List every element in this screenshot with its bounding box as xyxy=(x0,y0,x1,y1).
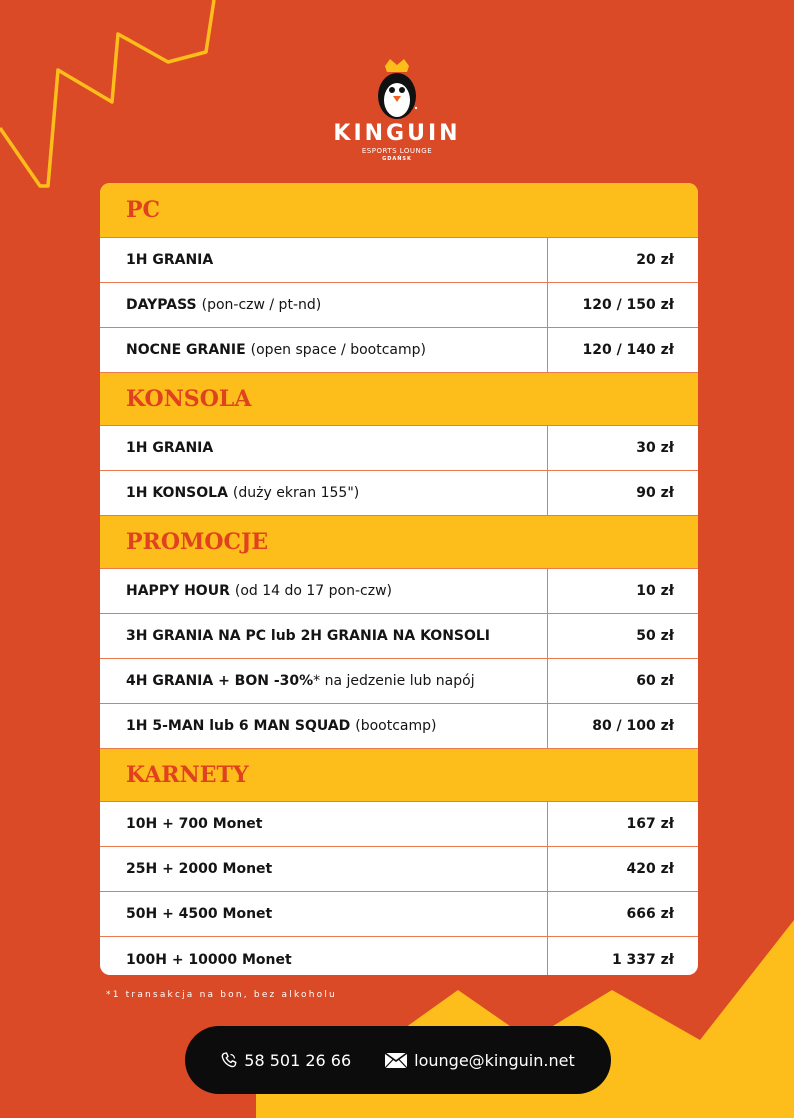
price-row-label xyxy=(100,283,548,327)
price-row xyxy=(100,569,698,614)
price-row-label xyxy=(100,704,548,748)
service-name: 1H KONSOLA xyxy=(126,485,228,501)
section-heading-karnety: KARNETY xyxy=(100,749,698,802)
zigzag-line-decoration xyxy=(0,0,214,186)
service-price: 1 337 zł xyxy=(611,951,674,968)
footnote: *1 transakcja na bon, bez alkoholu xyxy=(106,990,337,1000)
service-name: 10H + 700 Monet xyxy=(126,816,263,832)
brand-logo xyxy=(297,58,497,176)
service-name: 25H + 2000 Monet xyxy=(126,861,273,877)
service-name: 100H + 10000 Monet xyxy=(126,951,292,968)
service-price: 167 zł xyxy=(626,816,674,832)
brand-subtitle: ESPORTS LOUNGE xyxy=(361,147,433,155)
service-note: (open space / bootcamp) xyxy=(250,342,426,358)
section-heading-pc: PC xyxy=(100,183,698,238)
price-row xyxy=(100,471,698,516)
service-price: 120 / 150 zł xyxy=(582,297,674,313)
envelope-icon xyxy=(385,1053,407,1068)
price-row-label xyxy=(100,569,548,613)
price-row xyxy=(100,847,698,892)
service-name: NOCNE GRANIE xyxy=(126,342,246,358)
service-price: 50 zł xyxy=(636,628,674,644)
service-name: HAPPY HOUR xyxy=(126,583,230,599)
service-note: (od 14 do 17 pon-czw) xyxy=(234,583,392,599)
service-price: 90 zł xyxy=(636,485,674,501)
service-note: * na jedzenie lub napój xyxy=(313,673,475,689)
service-name: 4H GRANIA + BON -30% xyxy=(126,673,314,689)
phone-icon xyxy=(221,1052,237,1068)
service-note: (pon-czw / pt-nd) xyxy=(201,297,322,313)
price-row xyxy=(100,892,698,937)
price-row-label xyxy=(100,937,548,975)
service-name: 1H 5-MAN lub 6 MAN SQUAD xyxy=(126,718,351,734)
service-name: 50H + 4500 Monet xyxy=(126,906,273,922)
service-price: 10 zł xyxy=(636,583,674,599)
price-row xyxy=(100,614,698,659)
section-heading-promocje: PROMOCJE xyxy=(100,516,698,569)
service-name: 1H GRANIA xyxy=(126,252,214,268)
price-row-label xyxy=(100,328,548,372)
service-price: 60 zł xyxy=(636,673,674,689)
service-name: DAYPASS xyxy=(126,297,197,313)
brand-name: KINGUIN xyxy=(333,121,461,146)
penguin-crown-icon xyxy=(372,58,422,120)
price-row xyxy=(100,802,698,847)
price-row xyxy=(100,704,698,749)
price-row-label xyxy=(100,659,548,703)
email-contact[interactable] xyxy=(385,1051,575,1070)
service-note: (bootcamp) xyxy=(355,718,437,734)
price-row-label xyxy=(100,238,548,282)
price-row-label xyxy=(100,847,548,891)
price-row xyxy=(100,426,698,471)
price-row-label xyxy=(100,892,548,936)
service-name: 3H GRANIA NA PC lub 2H GRANIA NA KONSOLI xyxy=(126,628,491,644)
price-row xyxy=(100,328,698,373)
service-price: 120 / 140 zł xyxy=(582,342,674,358)
service-note: (duży ekran 155") xyxy=(232,485,360,501)
email-address: lounge@kinguin.net xyxy=(414,1050,575,1070)
brand-city: GDAŃSK xyxy=(382,156,412,162)
price-row-label xyxy=(100,614,548,658)
price-row xyxy=(100,659,698,704)
price-row-label xyxy=(100,426,548,470)
phone-contact[interactable] xyxy=(221,1051,351,1070)
service-price: 30 zł xyxy=(636,440,674,456)
service-price: 420 zł xyxy=(626,861,674,877)
contact-bar xyxy=(185,1026,611,1094)
phone-number: 58 501 26 66 xyxy=(244,1050,352,1070)
price-row-label xyxy=(100,802,548,846)
service-price: 666 zł xyxy=(626,906,674,922)
price-row xyxy=(100,937,698,975)
service-price: 20 zł xyxy=(636,252,674,268)
service-price: 80 / 100 zł xyxy=(592,718,674,734)
price-row xyxy=(100,238,698,283)
price-row xyxy=(100,283,698,328)
section-heading-konsola: KONSOLA xyxy=(100,373,698,426)
service-name: 1H GRANIA xyxy=(126,440,214,456)
price-list-card xyxy=(100,183,698,975)
price-row-label xyxy=(100,471,548,515)
